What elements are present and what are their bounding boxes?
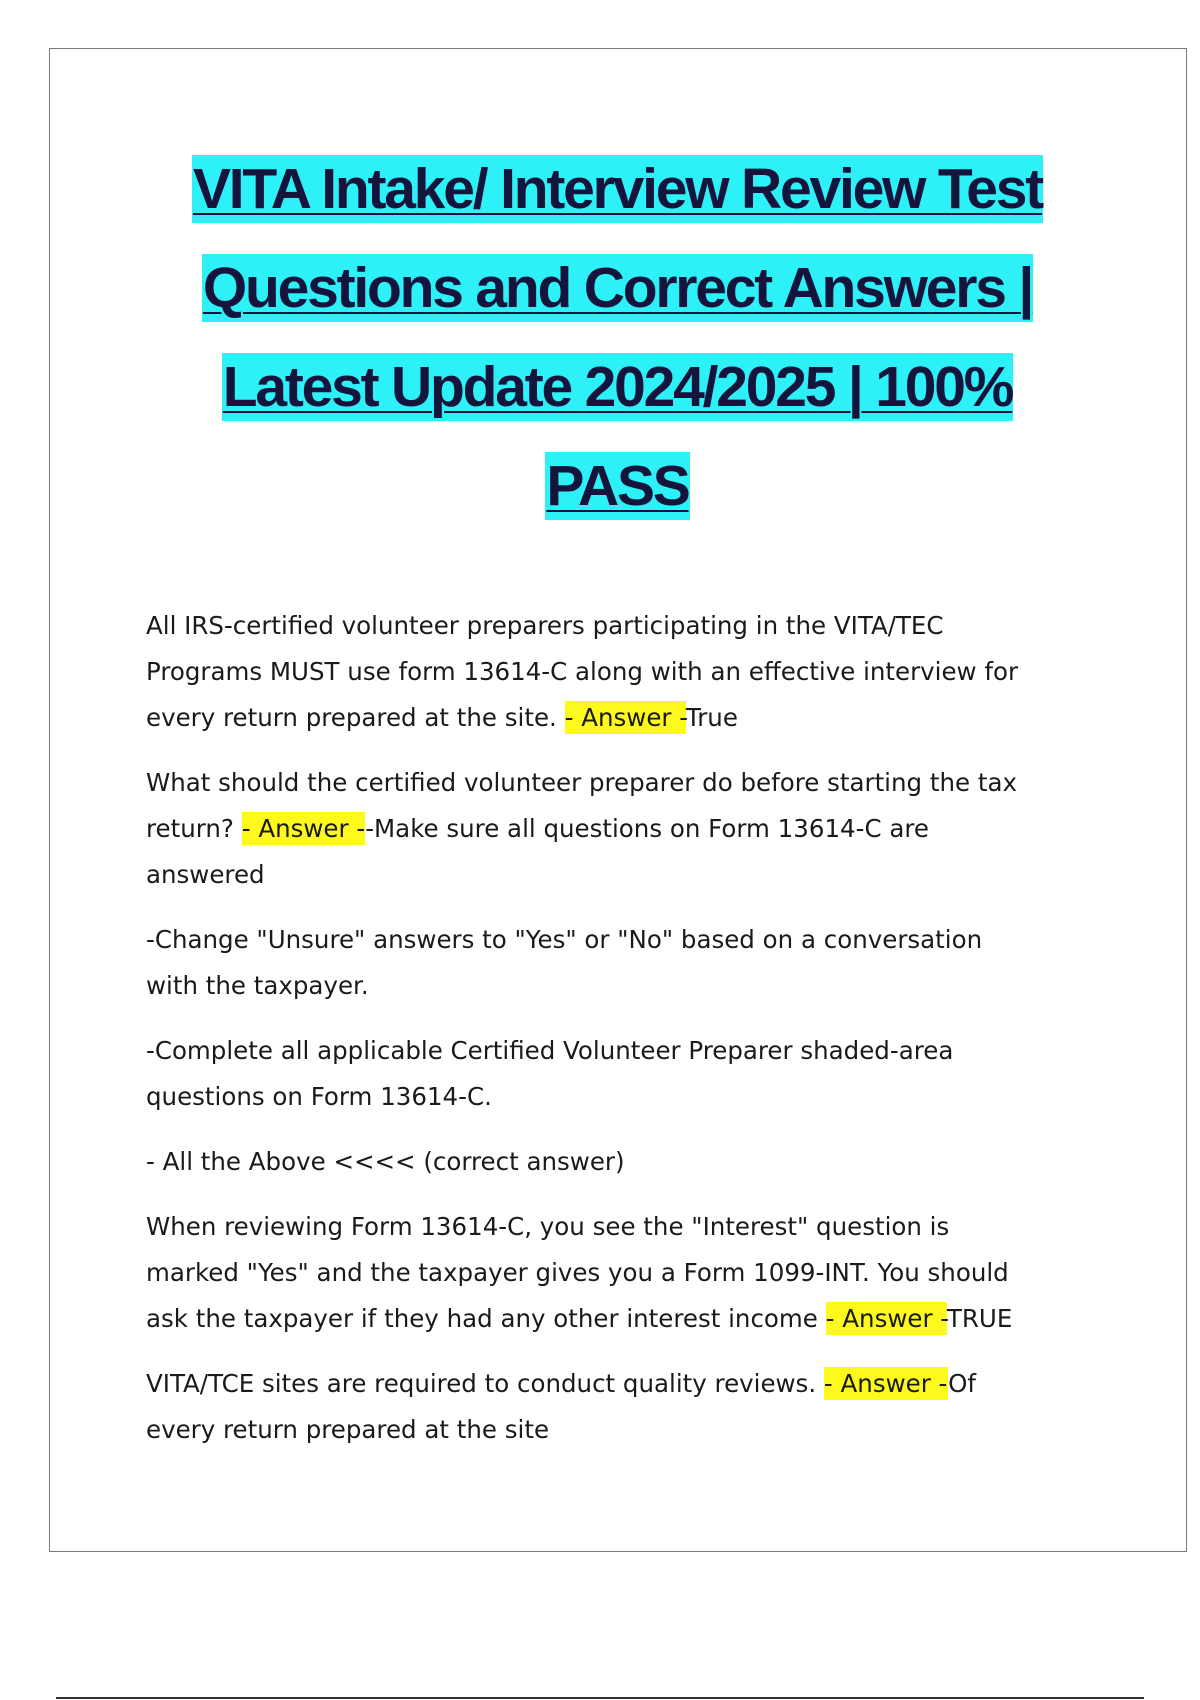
title-line-2: Questions and Correct Answers | bbox=[202, 256, 1033, 320]
option-text: -Change "Unsure" answers to "Yes" or "No" based on a conversation bbox=[146, 925, 983, 954]
title-line-3: Latest Update 2024/2025 | 100% bbox=[222, 355, 1013, 419]
qa-item-3 bbox=[146, 1204, 1106, 1342]
answer-option-1 bbox=[146, 917, 1106, 1009]
answer-text: -Make sure all questions on Form 13614-C are bbox=[365, 814, 929, 843]
document-title bbox=[120, 140, 1115, 536]
answer-option-2 bbox=[146, 1028, 1106, 1120]
answer-text: Of bbox=[948, 1369, 977, 1398]
question-text: When reviewing Form 13614-C, you see the "Interest" question is bbox=[146, 1212, 950, 1241]
question-text: ask the taxpayer if they had any other interest income bbox=[146, 1304, 826, 1333]
qa-item-1 bbox=[146, 603, 1106, 741]
option-text: - All the Above <<<< (correct answer) bbox=[146, 1147, 625, 1176]
answer-text: every return prepared at the site bbox=[146, 1415, 550, 1444]
bottom-divider bbox=[56, 1697, 1144, 1699]
option-text: with the taxpayer. bbox=[146, 971, 369, 1000]
question-text: All IRS-certified volunteer preparers participating in the VITA/TEC bbox=[146, 611, 944, 640]
question-text: return? bbox=[146, 814, 242, 843]
question-text: every return prepared at the site. bbox=[146, 703, 565, 732]
answer-option-3 bbox=[146, 1139, 1106, 1185]
question-text: VITA/TCE sites are required to conduct quality reviews. bbox=[146, 1369, 824, 1398]
answer-text: TRUE bbox=[946, 1304, 1013, 1333]
title-line-4: PASS bbox=[546, 454, 689, 518]
question-text: Programs MUST use form 13614-C along with an effective interview for bbox=[146, 657, 1019, 686]
title-line-1: VITA Intake/ Interview Review Test bbox=[192, 157, 1043, 221]
question-text: What should the certified volunteer preparer do before starting the tax bbox=[146, 768, 1017, 797]
qa-item-2 bbox=[146, 760, 1106, 898]
option-text: -Complete all applicable Certified Volunteer Preparer shaded-area bbox=[146, 1036, 954, 1065]
qa-item-4 bbox=[146, 1361, 1106, 1453]
answer-marker: - Answer - bbox=[823, 1369, 949, 1398]
answer-marker: - Answer - bbox=[564, 703, 686, 732]
option-text: questions on Form 13614-C. bbox=[146, 1082, 492, 1111]
answer-marker: - Answer - bbox=[241, 814, 366, 843]
question-text: marked "Yes" and the taxpayer gives you a Form 1099-INT. You should bbox=[146, 1258, 1009, 1287]
answer-text: True bbox=[685, 703, 738, 732]
answer-marker: - Answer - bbox=[825, 1304, 947, 1333]
answer-text: answered bbox=[146, 860, 265, 889]
qa-body bbox=[146, 603, 1106, 1472]
